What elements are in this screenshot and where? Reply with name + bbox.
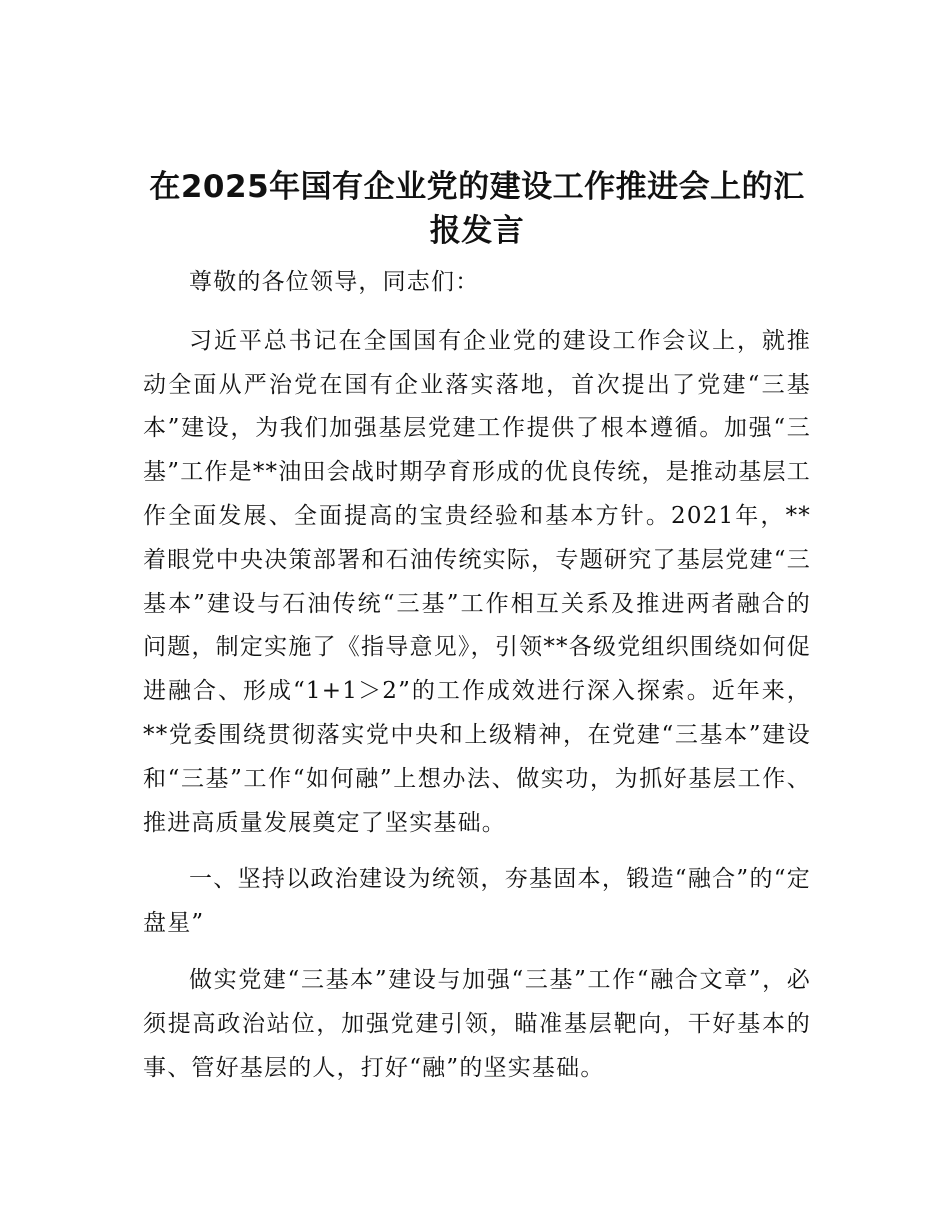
salutation: 尊敬的各位领导，同志们：: [189, 269, 480, 295]
document-title: 在2025年国有企业党的建设工作推进会上的汇报发言: [149, 169, 805, 249]
document-body: [143, 165, 811, 1103]
section-paragraph: 做实党建“三基本”建设与加强“三基”工作“融合文章”，必须提高政治站位，加强党建引领，瞄准基层靶向，干好基本的事、管好基层的人，打好“融”的坚实基础。: [143, 966, 811, 1081]
body-paragraph: 习近平总书记在全国国有企业党的建设工作会议上，就推动全面从严治党在国有企业落实落地，首次提出了党建“三基本”建设，为我们加强基层党建工作提供了根本遵循。加强“三基”工作是**油田会战时期孕育形成的优良传统，是推动基层工作全面发展、全面提高的宝贵经验和基本方针。2021年，**着眼党中央决策部署和石油传统实际，专题研究了基层党建“三基本”建设与石油传统“三基”工作相互关系及推进两者融合的问题，制定实施了《指导意见》，引领**各级党组织围绕如何促进融合、形成“1+1＞2”的工作成效进行深入探索。近年来，**党委围绕贯彻落实党中央和上级精神，在党建“三基本”建设和“三基”工作“如何融”上想办法、做实功，为抓好基层工作、推进高质量发展奠定了坚实基础。: [143, 327, 811, 836]
section-heading: 一、坚持以政治建设为统领，夯基固本，锻造“融合”的“定盘星”: [143, 866, 811, 937]
